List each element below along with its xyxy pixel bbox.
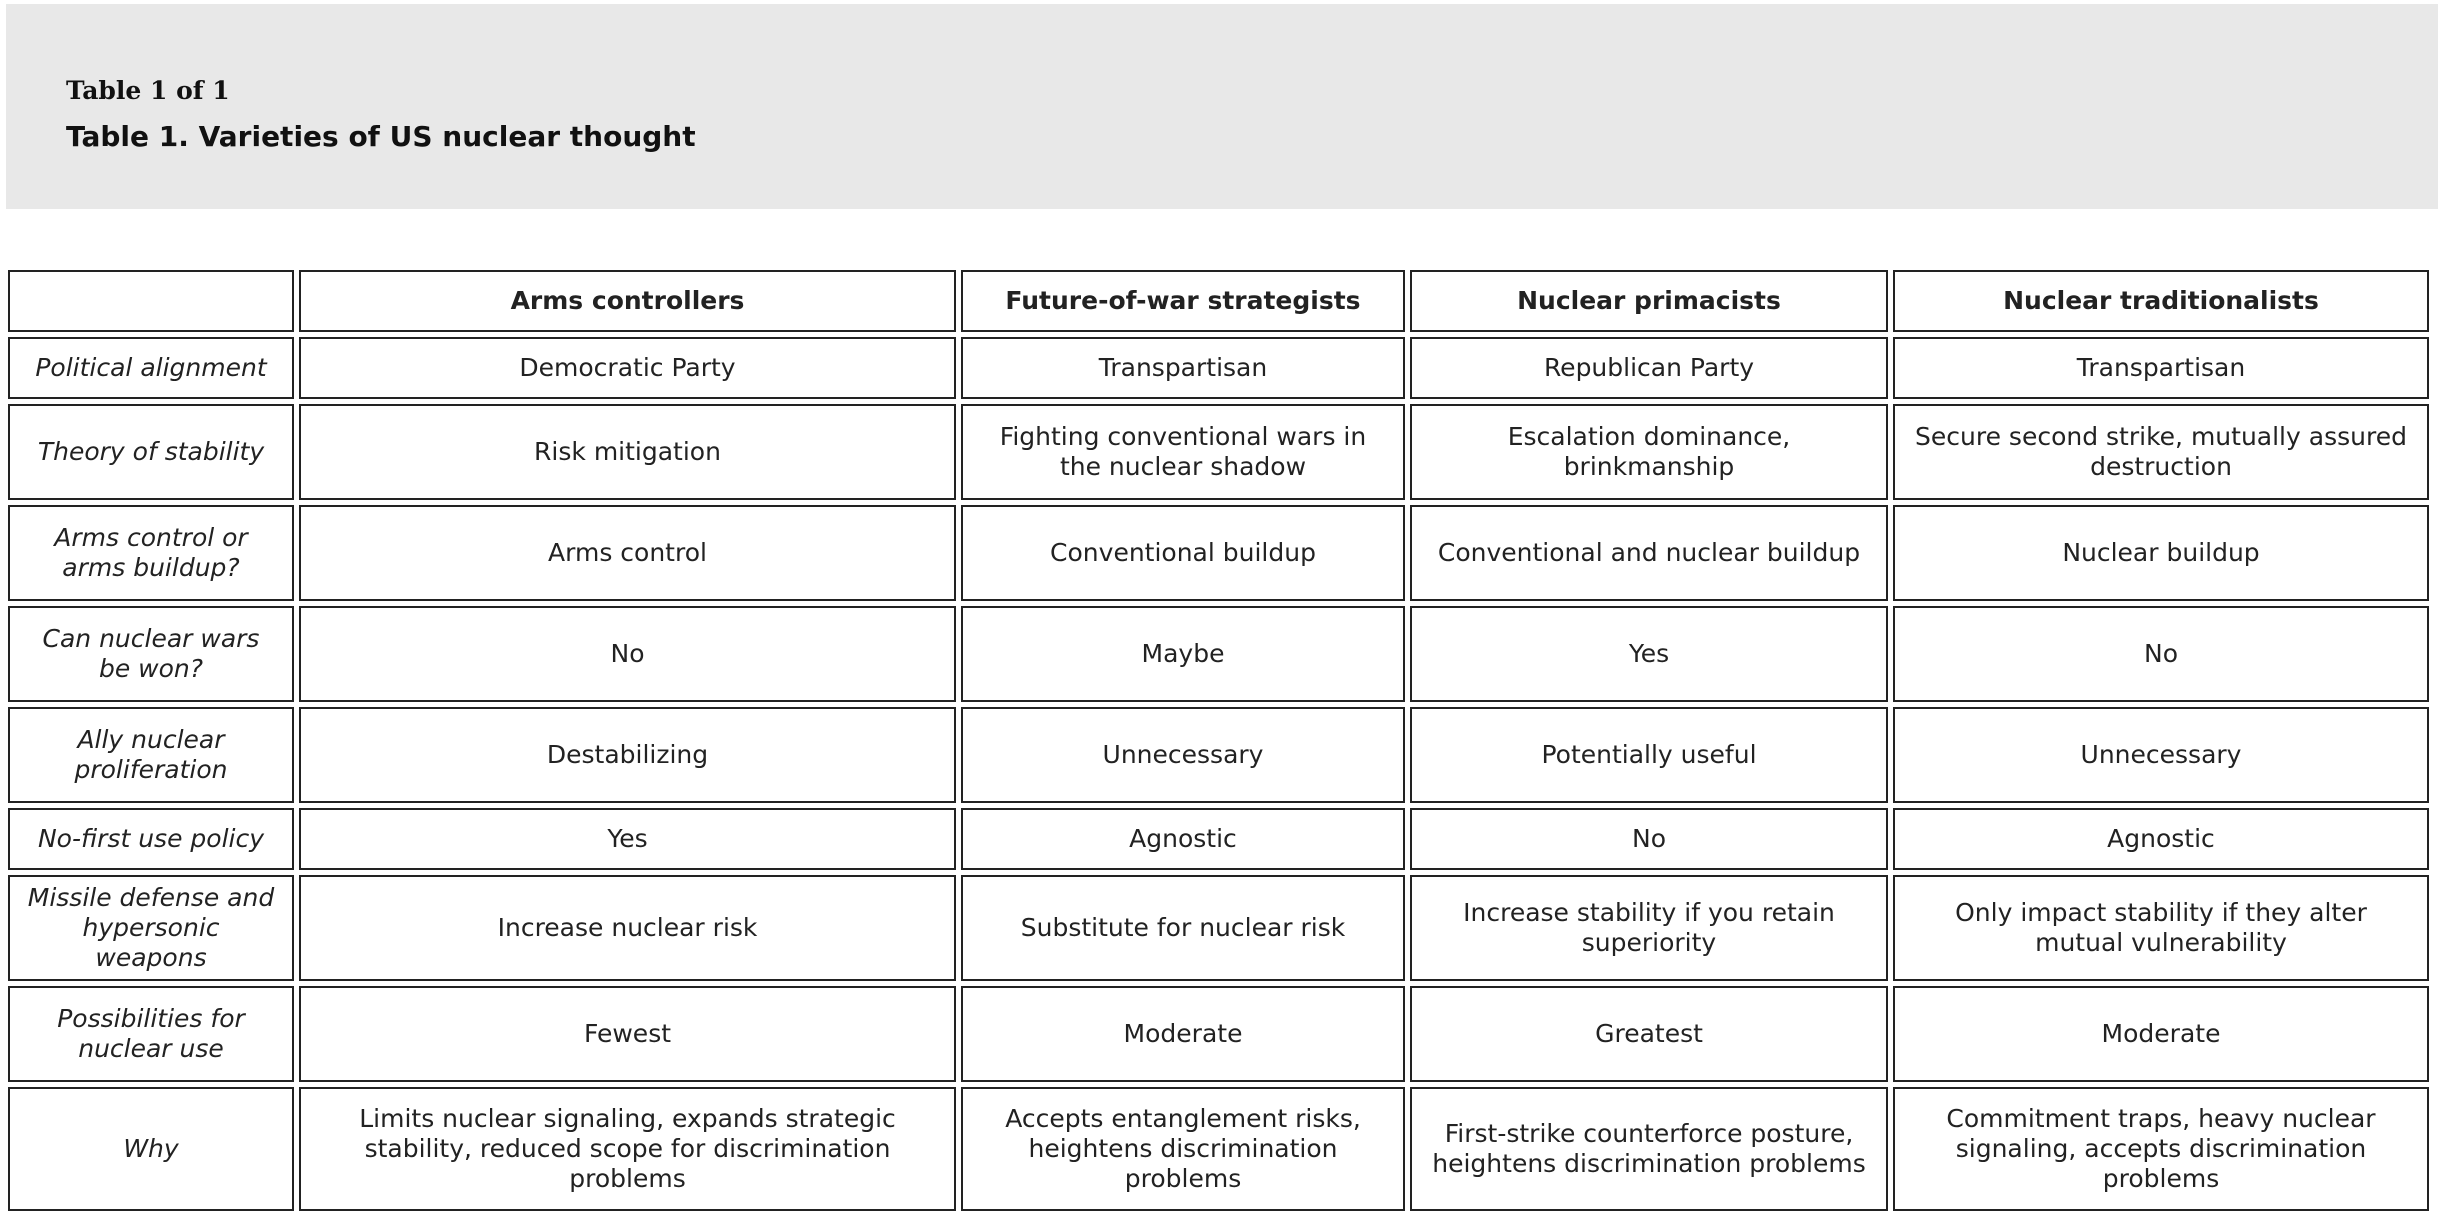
comparison-table: [3, 265, 2434, 1216]
row-label: Ally nuclear proliferation: [8, 707, 294, 803]
table-cell: Democratic Party: [299, 337, 956, 399]
table-row: [8, 707, 2429, 803]
table-cell: Increase nuclear risk: [299, 875, 956, 981]
table-cell: Yes: [299, 808, 956, 870]
table-cell: Moderate: [961, 986, 1405, 1082]
corner-cell: [8, 270, 294, 332]
table-cell: Yes: [1410, 606, 1888, 702]
table-cell: Limits nuclear signaling, expands strategic stability, reduced scope for discrimination problems: [299, 1087, 956, 1211]
table-counter: Table 1 of 1: [66, 76, 230, 105]
row-label: No-first use policy: [8, 808, 294, 870]
table-row: [8, 404, 2429, 500]
table-cell: Potentially useful: [1410, 707, 1888, 803]
table-cell: Greatest: [1410, 986, 1888, 1082]
table-cell: Unnecessary: [1893, 707, 2429, 803]
table-row: [8, 606, 2429, 702]
table-row: [8, 1087, 2429, 1211]
table-title: Table 1. Varieties of US nuclear thought: [66, 120, 696, 153]
table-row: [8, 505, 2429, 601]
table-cell: Agnostic: [1893, 808, 2429, 870]
table-cell: No: [1410, 808, 1888, 870]
table-cell: Fewest: [299, 986, 956, 1082]
comparison-table-container: [8, 270, 2434, 1211]
table-cell: Risk mitigation: [299, 404, 956, 500]
table-cell: Conventional buildup: [961, 505, 1405, 601]
table-cell: Arms control: [299, 505, 956, 601]
table-cell: Commitment traps, heavy nuclear signaling, accepts discrimination problems: [1893, 1087, 2429, 1211]
table-cell: Unnecessary: [961, 707, 1405, 803]
column-header-nuclear-traditionalists: Nuclear traditionalists: [1893, 270, 2429, 332]
column-header-arms-controllers: Arms controllers: [299, 270, 956, 332]
table-header-band: [6, 4, 2438, 209]
table-cell: Conventional and nuclear buildup: [1410, 505, 1888, 601]
row-label: Missile defense and hypersonic weapons: [8, 875, 294, 981]
table-row: [8, 875, 2429, 981]
header-row: [8, 270, 2429, 332]
column-header-nuclear-primacists: Nuclear primacists: [1410, 270, 1888, 332]
table-cell: Nuclear buildup: [1893, 505, 2429, 601]
table-row: [8, 986, 2429, 1082]
table-cell: Increase stability if you retain superiority: [1410, 875, 1888, 981]
table-cell: Fighting conventional wars in the nuclear shadow: [961, 404, 1405, 500]
table-cell: Moderate: [1893, 986, 2429, 1082]
table-cell: First-strike counterforce posture, heightens discrimination problems: [1410, 1087, 1888, 1211]
table-cell: Destabilizing: [299, 707, 956, 803]
table-cell: Only impact stability if they alter mutual vulnerability: [1893, 875, 2429, 981]
table-cell: Agnostic: [961, 808, 1405, 870]
table-cell: Accepts entanglement risks, heightens discrimination problems: [961, 1087, 1405, 1211]
table-cell: Substitute for nuclear risk: [961, 875, 1405, 981]
row-label: Can nuclear wars be won?: [8, 606, 294, 702]
table-row: [8, 337, 2429, 399]
table-cell: No: [1893, 606, 2429, 702]
table-cell: Maybe: [961, 606, 1405, 702]
row-label: Arms control or arms buildup?: [8, 505, 294, 601]
table-row: [8, 808, 2429, 870]
table-cell: Republican Party: [1410, 337, 1888, 399]
table-cell: Escalation dominance, brinkmanship: [1410, 404, 1888, 500]
table-cell: Transpartisan: [1893, 337, 2429, 399]
row-label: Theory of stability: [8, 404, 294, 500]
column-header-future-of-war-strategists: Future-of-war strategists: [961, 270, 1405, 332]
table-cell: Transpartisan: [961, 337, 1405, 399]
row-label: Possibilities for nuclear use: [8, 986, 294, 1082]
table-cell: No: [299, 606, 956, 702]
table-cell: Secure second strike, mutually assured destruction: [1893, 404, 2429, 500]
row-label: Political alignment: [8, 337, 294, 399]
row-label: Why: [8, 1087, 294, 1211]
